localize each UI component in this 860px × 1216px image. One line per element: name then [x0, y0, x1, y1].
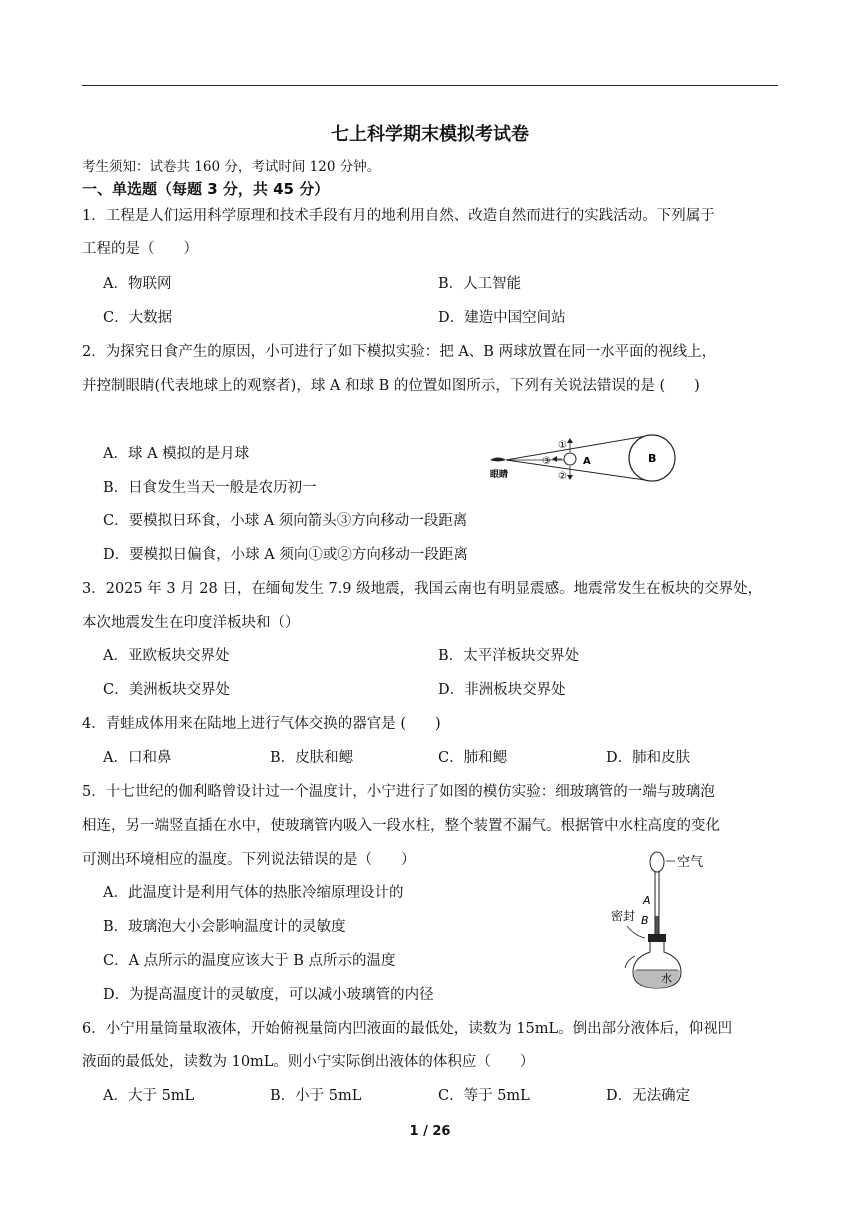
thermometer-diagram	[605, 848, 711, 996]
q1-option-b: B．人工智能	[438, 276, 522, 292]
q6-option-b: B．小于 5mL	[270, 1088, 362, 1104]
section-heading: 一、单选题（每题 3 分，共 45 分）	[82, 180, 330, 198]
ball-b-label: B	[648, 452, 657, 465]
question-5-line-3: 可测出环境相应的温度。下列说法错误的是（ ）	[82, 852, 416, 868]
header-rule	[82, 85, 778, 86]
question-3-line-1: 3．2025 年 3 月 28 日，在缅甸发生 7.9 级地震，我国云南也有明显震感。地震常发生在板块的交界处，	[82, 581, 763, 597]
water-label: 水	[661, 972, 672, 985]
q1-option-c: C．大数据	[103, 310, 173, 326]
page-number: 1 / 26	[409, 1124, 451, 1139]
q5-option-d: D．为提高温度计的灵敏度，可以减小玻璃管的内径	[103, 987, 434, 1003]
question-5-line-2: 相连，另一端竖直插在水中，使玻璃管内吸入一段水柱，整个装置不漏气。根据管中水柱高度的变化	[82, 818, 720, 834]
q5-option-a: A．此温度计是利用气体的热胀冷缩原理设计的	[103, 885, 404, 901]
seal-label: 密封	[611, 909, 636, 923]
eclipse-diagram	[486, 430, 682, 484]
question-1-line-2: 工程的是（ ）	[82, 241, 198, 257]
air-label: 空气	[677, 855, 704, 870]
q3-option-a: A．亚欧板块交界处	[103, 648, 230, 664]
q1-option-a: A．物联网	[103, 276, 172, 292]
q4-option-c: C．肺和鳃	[438, 750, 508, 766]
q2-option-b: B．日食发生当天一般是农历初一	[103, 480, 317, 496]
question-5-line-1: 5．十七世纪的伽利略曾设计过一个温度计，小宁进行了如图的模仿实验：细玻璃管的一端与玻璃泡	[82, 784, 715, 800]
question-1-line-1: 1．工程是人们运用科学原理和技术手段有月的地利用自然、改造自然而进行的实践活动。下列属于	[82, 208, 715, 224]
ball-a-label: A	[583, 456, 591, 467]
stopper	[648, 934, 666, 942]
q4-option-a: A．口和鼻	[103, 750, 172, 766]
q1-option-d: D．建造中国空间站	[438, 310, 566, 326]
question-4-line-1: 4．青蛙成体用来在陆地上进行气体交换的器官是 ( )	[82, 716, 441, 732]
q5-option-b: B．玻璃泡大小会影响温度计的灵敏度	[103, 919, 346, 935]
glass-bulb	[650, 852, 664, 872]
question-3-line-2: 本次地震发生在印度洋板块和（）	[82, 615, 300, 631]
question-6-line-1: 6．小宁用量筒量取液体，开始俯视量筒内凹液面的最低处，读数为 15mL。倒出部分液体后，仰视凹	[82, 1021, 733, 1037]
question-6-line-2: 液面的最低处，读数为 10mL。则小宁实际倒出液体的体积应（ ）	[82, 1054, 535, 1070]
q6-option-a: A．大于 5mL	[103, 1088, 195, 1104]
question-2-line-2: 并控制眼睛(代表地球上的观察者)，球 A 和球 B 的位置如图所示，下列有关说法错误的是 ( )	[82, 378, 700, 394]
ball-a	[564, 453, 576, 465]
question-2-line-1: 2．为探究日食产生的原因，小可进行了如下模拟实验：把 A、B 两球放置在同一水平面的视线上，	[82, 344, 717, 360]
page-title: 七上科学期末模拟考试卷	[331, 124, 529, 145]
exam-notice: 考生须知：试卷共 160 分，考试时间 120 分钟。	[82, 159, 381, 175]
q6-option-c: C．等于 5mL	[438, 1088, 530, 1104]
q5-option-c: C．A 点所示的温度应该大于 B 点所示的温度	[103, 953, 396, 969]
q3-option-b: B．太平洋板块交界处	[438, 648, 580, 664]
q2-option-a: A．球 A 模拟的是月球	[103, 446, 250, 462]
q3-option-c: C．美洲板块交界处	[103, 682, 231, 698]
q4-option-d: D．肺和皮肤	[606, 750, 691, 766]
q6-option-d: D．无法确定	[606, 1088, 691, 1104]
q3-option-d: D．非洲板块交界处	[438, 682, 566, 698]
q4-option-b: B．皮肤和鳃	[270, 750, 354, 766]
arrow-3-label: ③	[542, 456, 551, 467]
arrow-2-label: ②	[558, 471, 567, 482]
arrow-1-label: ①	[558, 440, 567, 451]
q2-option-c: C．要模拟日环食，小球 A 须向箭头③方向移动一段距离	[103, 513, 468, 529]
q2-option-d: D．要模拟日偏食，小球 A 须向①或②方向移动一段距离	[103, 547, 468, 563]
point-a-label: A	[643, 894, 651, 907]
eye-icon	[490, 458, 506, 462]
point-b-label: B	[641, 914, 649, 927]
eye-label: 眼睛	[490, 470, 509, 480]
